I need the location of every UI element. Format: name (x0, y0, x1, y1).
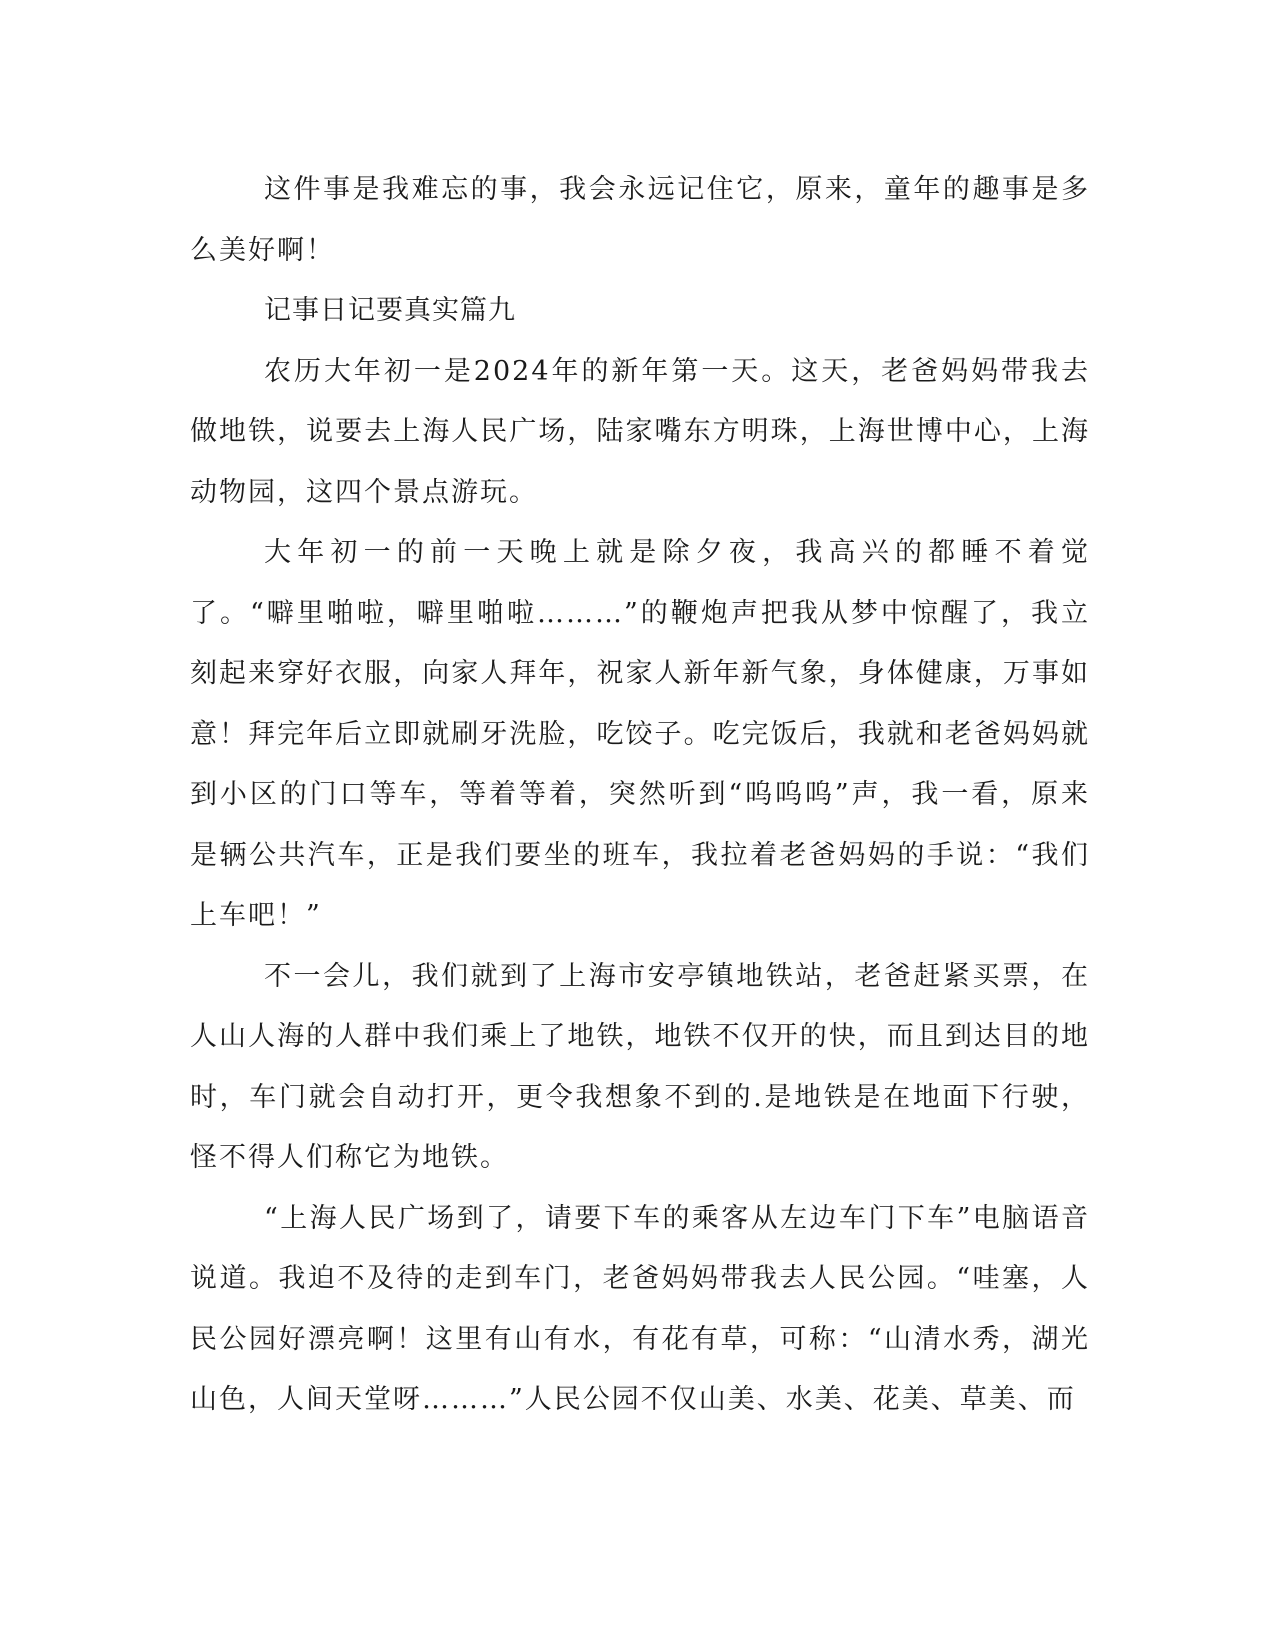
paragraph-peoples-square: “上海人民广场到了，请要下车的乘客从左边车门下车”电脑语音说道。我迫不及待的走到车门，老爸妈妈带我去人民公园。“哇塞，人民公园好漂亮啊！这里有山有水，有花有草，可称：“山清水秀，湖光山色，人间天堂呀………”人民公园不仅山美、水美、花美、草美、而 (190, 1202, 1090, 1415)
paragraph-intro: 农历大年初一是2024年的新年第一天。这天，老爸妈妈带我去做地铁，说要去上海人民广场，陆家嘴东方明珠，上海世博中心，上海动物园，这四个景点游玩。 (190, 355, 1090, 508)
document-body (190, 160, 1090, 1431)
paragraph-closing: 这件事是我难忘的事，我会永远记住它，原来，童年的趣事是多么美好啊！ (190, 174, 1090, 266)
paragraph-new-year-eve: 大年初一的前一天晚上就是除夕夜，我高兴的都睡不着觉了。“噼里啪啦，噼里啪啦………”的鞭炮声把我从梦中惊醒了，我立刻起来穿好衣服，向家人拜年，祝家人新年新气象，身体健康，万事如意！拜完年后立即就刷牙洗脸，吃饺子。吃完饭后，我就和老爸妈妈就到小区的门口等车，等着等着，突然听到“呜呜呜”声，我一看，原来是辆公共汽车，正是我们要坐的班车，我拉着老爸妈妈的手说：“我们上车吧！” (190, 537, 1090, 931)
section-heading: 记事日记要真实篇九 (264, 295, 516, 326)
paragraph-metro: 不一会儿，我们就到了上海市安亭镇地铁站，老爸赶紧买票，在人山人海的人群中我们乘上了地铁，地铁不仅开的快，而且到达目的地时，车门就会自动打开，更令我想象不到的.是地铁是在地面下行驶，怪不得人们称它为地铁。 (190, 960, 1090, 1173)
